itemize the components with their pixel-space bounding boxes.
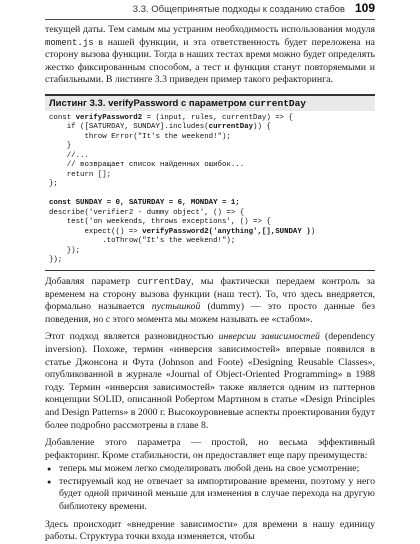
code-line: }; bbox=[49, 180, 58, 189]
list-item: ● тестируемый код не отвечает за импортирование времени, поэтому у него будет одной причиной меньше для изменения в случае перехода на другую библиотеку времени. bbox=[45, 476, 375, 514]
listing-title: Листинг 3.3. verifyPassword с параметром currentDay bbox=[45, 94, 375, 111]
page-number: 109 bbox=[354, 1, 375, 15]
code-line bbox=[49, 190, 371, 200]
inline-code-currentday: currentDay bbox=[137, 276, 192, 287]
code-line: if ([SATURDAY, SUNDAY].includes(currentDay)) { bbox=[49, 123, 271, 132]
code-line: .toThrow("It's the weekend!"); bbox=[49, 237, 236, 246]
code-line: const SUNDAY = 0, SATURDAY = 6, MONDAY = 1; bbox=[49, 199, 240, 208]
code-line: const verifyPassword2 = (input, rules, currentDay) => { bbox=[49, 113, 293, 122]
code-line: }); bbox=[49, 246, 81, 255]
paragraph-intro: текущей даты. Тем самым мы устраним необходимость использования модуля moment.js в нашей функции, и эта ответственность будет переложена на сторону вызова функции. Тогда в наших тестах время можно будет определять жестко фиксированным способом, а тест и функция станут повторяемыми и стабильными. В листинге 3.3 приведен пример такого рефакторинга. bbox=[45, 24, 375, 86]
code-line: test('on weekends, throws exceptions', () => { bbox=[49, 218, 271, 227]
benefits-list bbox=[45, 463, 375, 513]
inline-code-moment: moment.js bbox=[45, 37, 94, 48]
paragraph-injection: Здесь происходит «внедрение зависимости» для времени в нашу единицу работы. Структура точки входа изменяется, чтобы bbox=[45, 518, 375, 543]
paragraph-refactoring: Добавление этого параметра — простой, но весьма эффективный рефакторинг. Кроме стабильности, он предоставляет еще пару преимуществ: bbox=[45, 437, 375, 461]
code-line: describe('verifier2 - dummy object', () => { bbox=[49, 208, 245, 217]
code-line: throw Error("It's the weekend!"); bbox=[49, 132, 231, 141]
code-line: }); bbox=[49, 256, 63, 265]
code-line: expect(() => verifyPassword2('anything',[],SUNDAY )) bbox=[49, 227, 316, 236]
code-listing bbox=[45, 111, 375, 271]
code-line: return []; bbox=[49, 170, 112, 179]
code-line: // возвращает список найденных ошибок... bbox=[49, 161, 245, 170]
code-line: } bbox=[49, 142, 72, 151]
paragraph-currentday: Добавляя параметр currentDay, мы фактически передаем контроль за временем на сторону вызова функции (наш тест). То, что здесь внедряется, формально называется пустышкой (dummy) — это просто данные без поведения, но с этого момента мы можем называть ее «стабом». bbox=[45, 275, 375, 325]
section-title: 3.3. Общепринятые подходы к созданию стабов bbox=[132, 4, 345, 15]
paragraph-dependency-inversion: Этот подход является разновидностью инверсии зависимостей (dependency inversion). Похоже, термин «инверсия зависимостей» впервые появился в статье Джонсона и Фута (Johnson and Foote) «Designing Reusable Classes», опубликованной в журнале «Journal of Object-Oriented Programming» в 1988 году. Термин «инверсия зависимостей» также является одним из паттернов концепции SOLID, описанной Робертом Мартином в статье «Design Principles and Design Patterns» в 2000 г. Высокоуровневые аспекты проектирования будут более подробно рассмотрены в главе 8. bbox=[45, 331, 376, 431]
list-item: ● теперь мы можем легко смоделировать любой день на свое усмотрение; bbox=[45, 463, 375, 476]
code-line: //... bbox=[49, 151, 89, 160]
running-head bbox=[45, 0, 375, 20]
